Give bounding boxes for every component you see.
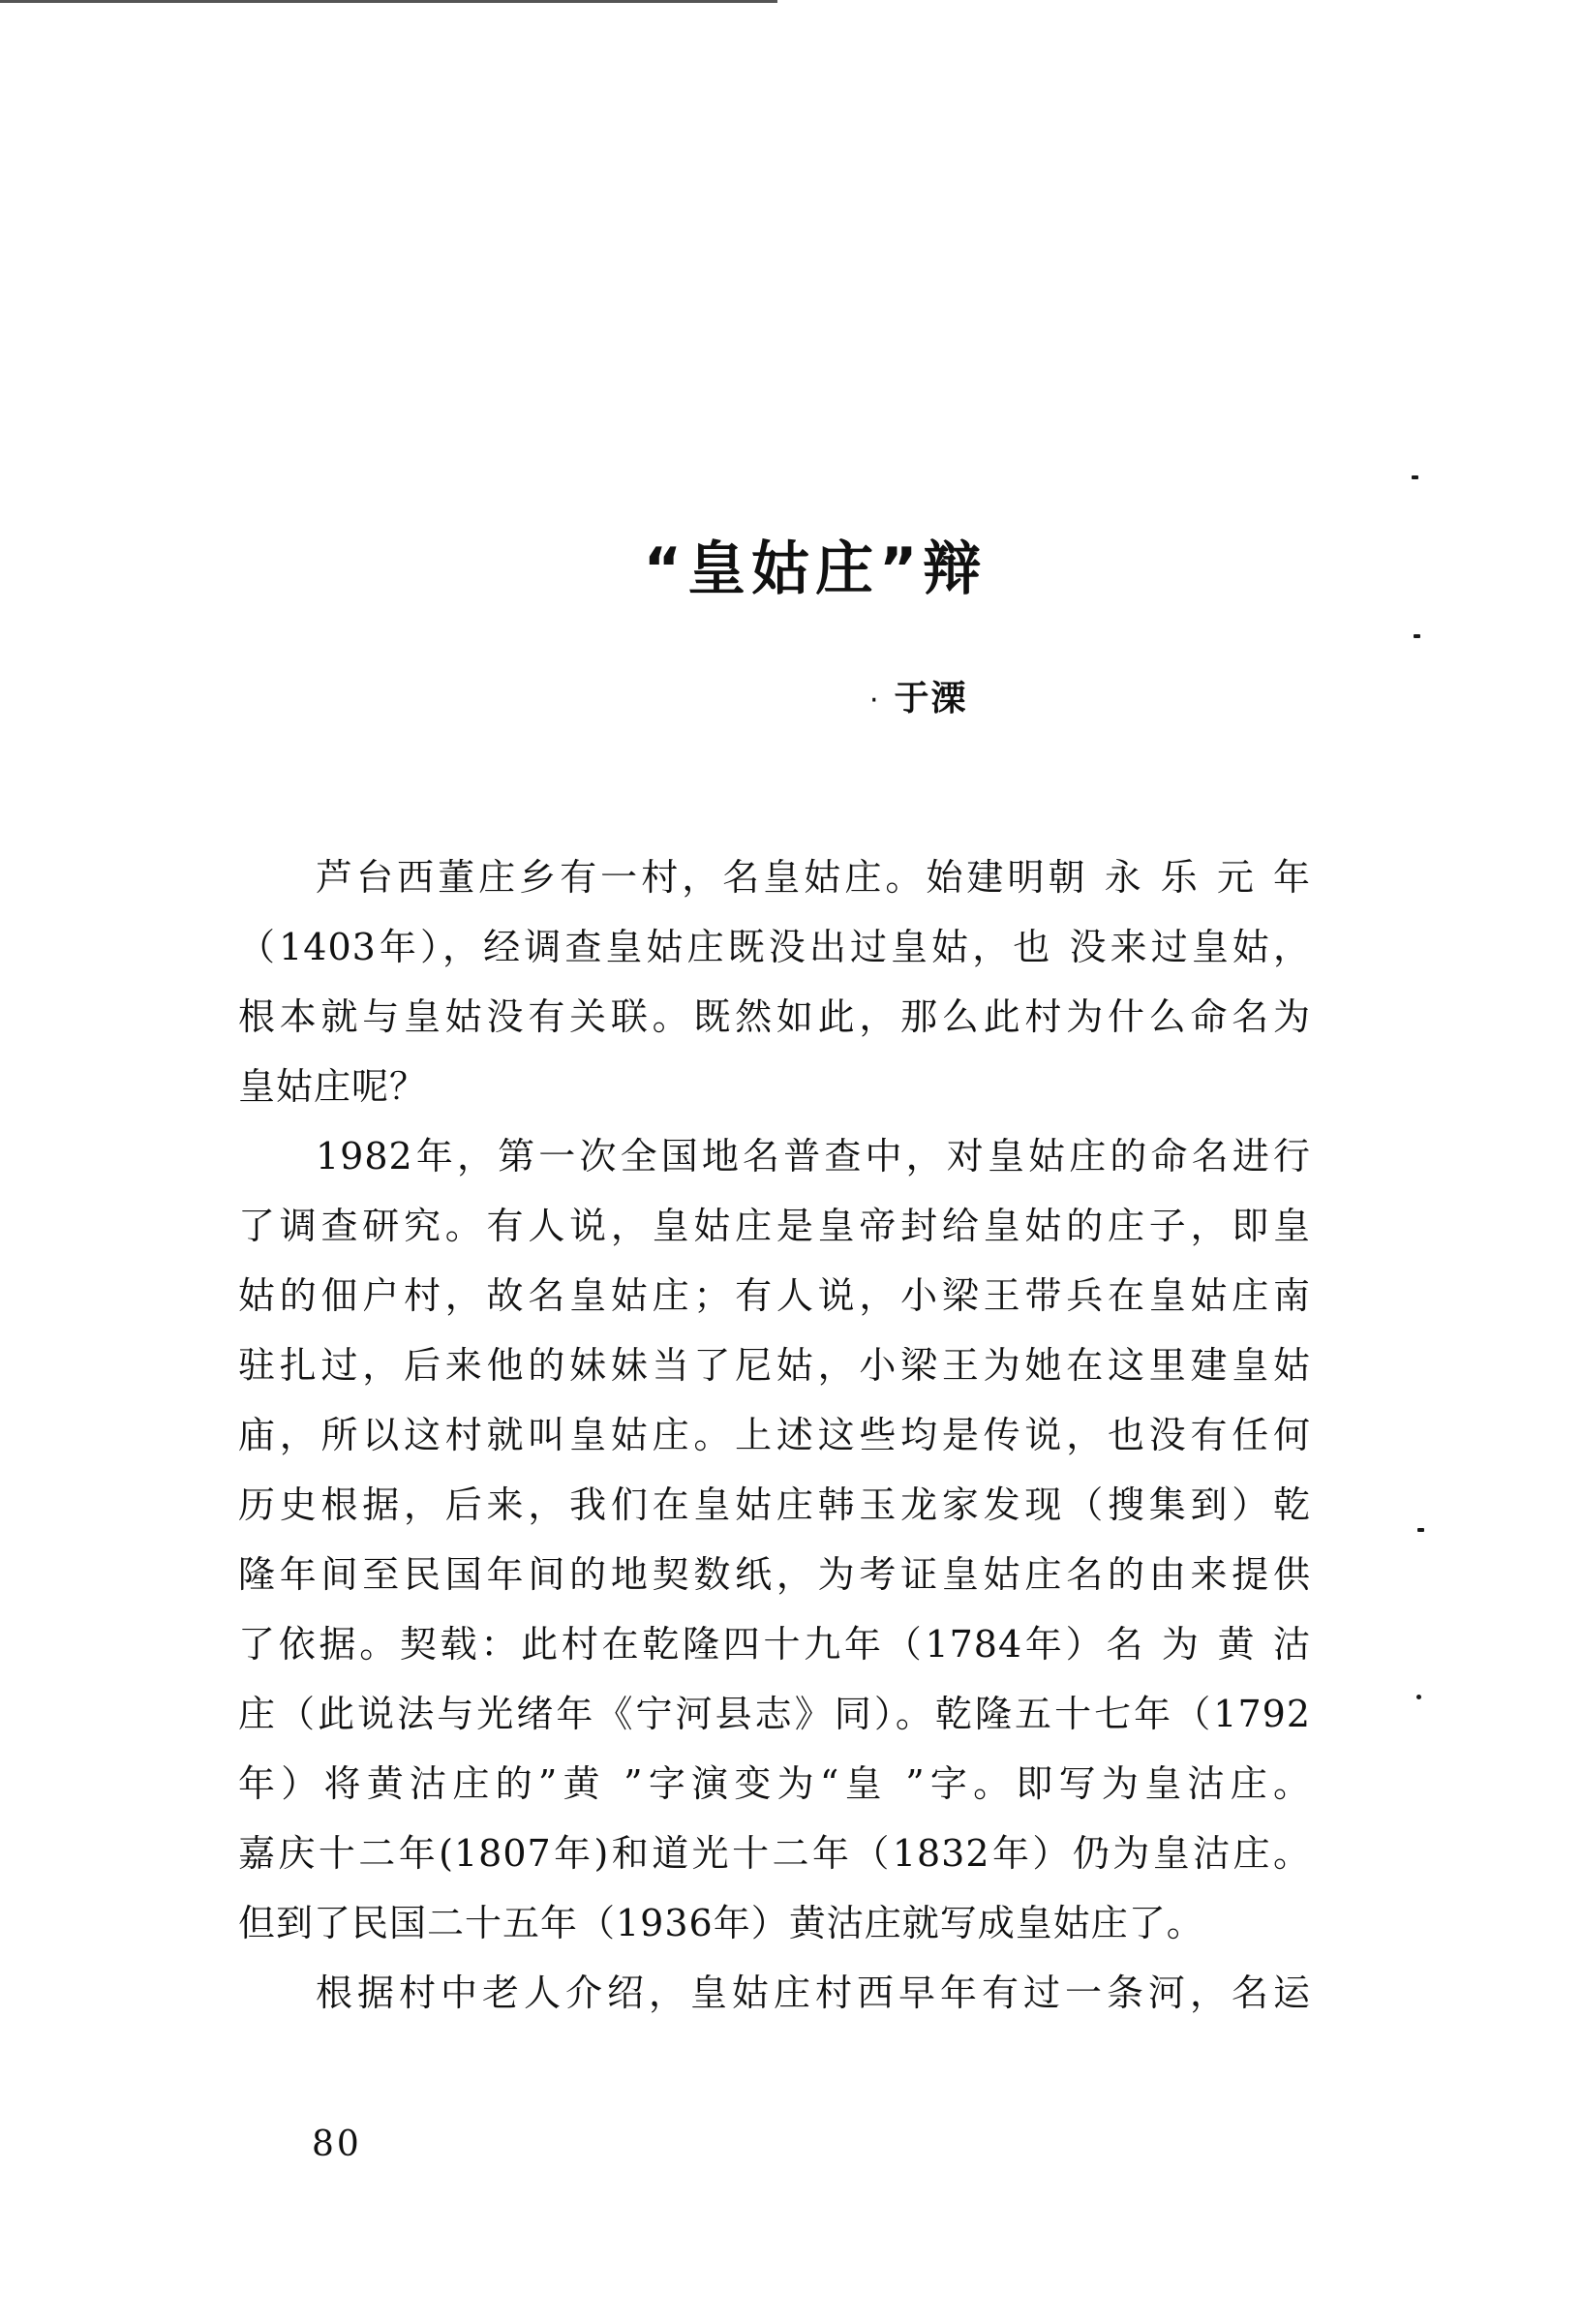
text-line: 历史根据，后来，我们在皇姑庄韩玉龙家发现（搜集到）乾	[238, 1483, 1311, 1526]
text-line: 年）将黄沽庄的”黄 ”字演变为“皇 ”字。即写为皇沽庄。	[238, 1762, 1311, 1805]
text-line: 庄（此说法与光绪年《宁河县志》同）。乾隆五十七年（1792	[238, 1693, 1311, 1735]
text-line: 了调查研究。有人说，皇姑庄是皇帝封给皇姑的庄子，即皇	[238, 1205, 1311, 1247]
text-line: 但到了民国二十五年（1936年）黄沽庄就写成皇姑庄了。	[238, 1902, 1204, 1944]
text-line: 隆年间至民国年间的地契数纸，为考证皇姑庄名的由来提供	[238, 1553, 1311, 1596]
paragraph-1	[238, 842, 1311, 1121]
top-rule	[0, 0, 777, 3]
paragraph-3	[238, 1958, 1311, 2028]
scan-speck	[1416, 1695, 1421, 1699]
scan-speck	[1417, 1528, 1424, 1532]
text-line: 了依据。契载：此村在乾隆四十九年（1784年）名 为 黄 沽	[238, 1623, 1311, 1666]
article-title: “皇姑庄”辩	[643, 535, 988, 603]
author-bullet: ·	[869, 684, 881, 718]
text-line: 根据村中老人介绍，皇姑庄村西早年有过一条河，名运	[316, 1972, 1311, 2014]
author-byline	[869, 675, 968, 725]
text-line: 姑的佃户村，故名皇姑庄；有人说，小梁王带兵在皇姑庄南	[238, 1274, 1311, 1317]
text-line: 根本就与皇姑没有关联。既然如此，那么此村为什么命名为	[238, 995, 1311, 1038]
text-line: 驻扎过，后来他的妹妹当了尼姑，小梁王为她在这里建皇姑	[238, 1344, 1311, 1387]
text-line: 庙，所以这村就叫皇姑庄。上述这些均是传说，也没有任何	[238, 1414, 1311, 1456]
article-body	[238, 842, 1311, 2028]
scan-speck	[1412, 475, 1418, 479]
text-line: （1403年），经调查皇姑庄既没出过皇姑，也 没来过皇姑，	[238, 926, 1311, 968]
author-name: 于溧	[894, 679, 968, 719]
text-line: 芦台西董庄乡有一村，名皇姑庄。始建明朝 永 乐 元 年	[316, 856, 1311, 899]
text-line: 皇姑庄呢？	[238, 1065, 428, 1108]
scan-speck	[1414, 634, 1420, 638]
paragraph-2	[238, 1121, 1311, 1958]
page-number: 80	[312, 2125, 362, 2164]
text-line: 1982年，第一次全国地名普查中，对皇姑庄的命名进行	[316, 1135, 1311, 1177]
text-line: 嘉庆十二年(1807年)和道光十二年（1832年）仍为皇沽庄。	[238, 1832, 1311, 1875]
